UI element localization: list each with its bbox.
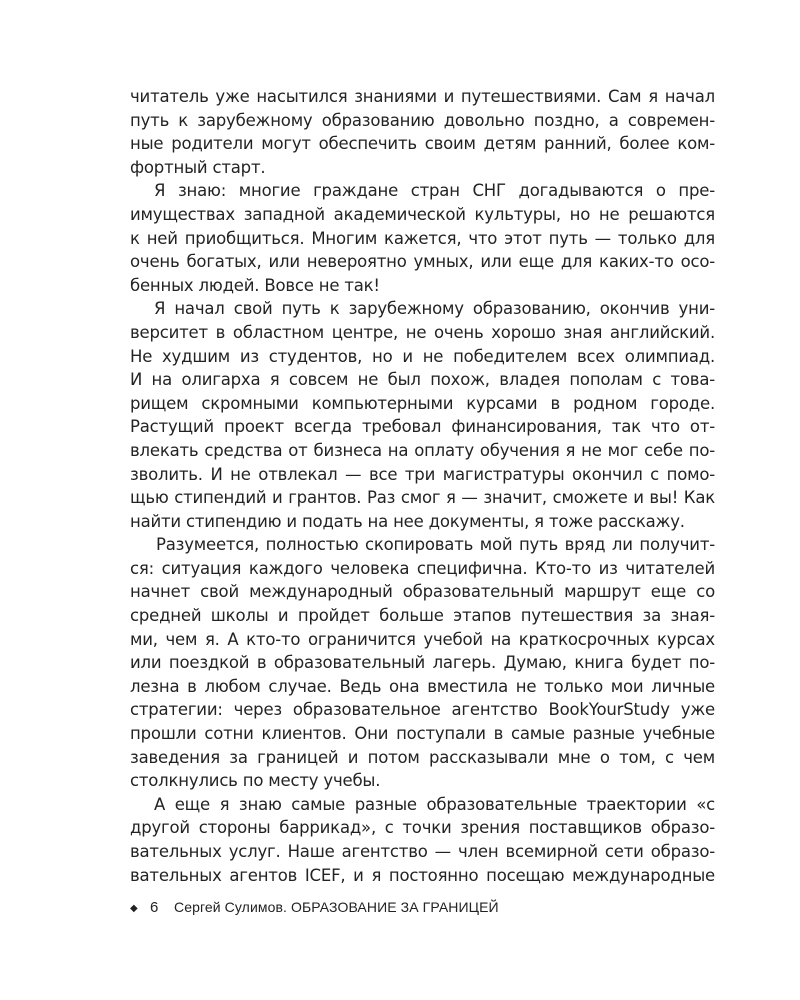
text-line: ные родители могут обеспечить своим детям ранний, более ком- [130,134,715,154]
text-line: ся: ситуация каждого человека специфична. Кто-то из читателей [130,558,715,578]
text-line: щью стипендий и грантов. Раз смог я — значит, сможете и вы! Как [130,488,715,508]
text-line: найти стипендию и подать на нее документы, я тоже расскажу. [130,511,685,531]
text-line: средней школы и пройдет больше этапов путешествия за зная- [130,606,715,626]
body-text [130,85,715,887]
text-line: имуществах западной академической культуры, но не решаются [130,204,715,224]
text-line: вательных агентов ICEF, и я постоянно посещаю международные [130,865,715,885]
text-line: Разумеется, полностью скопировать мой путь вряд ли получит- [156,535,715,555]
text-line: А еще я знаю самые разные образовательные траектории «с [154,794,715,814]
text-line: очень богатых, или невероятно умных, или еще для каких-то осо- [130,252,715,272]
page-number: 6 [150,899,159,916]
text-line: влекать средства от бизнеса на оплату обучения я не мог себе по- [130,440,715,460]
page-footer [130,899,499,916]
text-line: верситет в областном центре, не очень хорошо зная английский. [130,322,715,342]
text-line: стратегии: через образовательное агентство BookYourStudy уже [130,700,715,720]
text-line: Я начал свой путь к зарубежному образованию, окончив уни- [154,299,715,319]
text-line: к ней приобщиться. Многим кажется, что этот путь — только для [130,228,715,248]
text-line: рищем скромными компьютерными курсами в родном городе. [130,393,715,413]
text-line: или поездкой в образовательный лагерь. Думаю, книга будет по- [130,653,715,673]
text-line: путь к зарубежному образованию довольно поздно, а современ- [130,110,715,130]
text-line: бенных людей. Вовсе не так! [130,275,380,295]
running-title: Сергей Сулимов. ОБРАЗОВАНИЕ ЗА ГРАНИЦЕЙ [174,899,499,915]
text-line: ми, чем я. А кто-то ограничится учебой на краткосрочных курсах [130,629,715,649]
text-line: начнет свой международный образовательный маршрут еще со [130,582,715,602]
text-line: другой стороны баррикад», с точки зрения поставщиков образо- [130,818,715,838]
diamond-icon: ◆ [130,903,138,914]
text-line: лезна в любом случае. Ведь она вместила не только мои личные [130,676,715,696]
text-line: зволить. И не отвлекал — все три магистратуры окончил с помо- [130,464,715,484]
text-line: прошли сотни клиентов. Они поступали в самые разные учебные [130,724,715,744]
text-line: Растущий проект всегда требовал финансирования, так что от- [130,417,715,437]
text-line: столкнулись по месту учебы. [130,771,381,791]
text-line: Я знаю: многие граждане стран СНГ догадываются о пре- [154,181,715,201]
text-line: И на олигарха я совсем не был похож, владея пополам с това- [130,370,715,390]
text-line: вательных услуг. Наше агентство — член всемирной сети образо- [130,842,715,861]
text-line: фортный старт. [130,157,266,177]
text-line: заведения за границей и потом рассказывали мне о том, с чем [130,747,715,767]
text-line: Не худшим из студентов, но и не победителем всех олимпиад. [130,346,715,366]
text-line: читатель уже насытился знаниями и путешествиями. Сам я начал [130,87,715,106]
